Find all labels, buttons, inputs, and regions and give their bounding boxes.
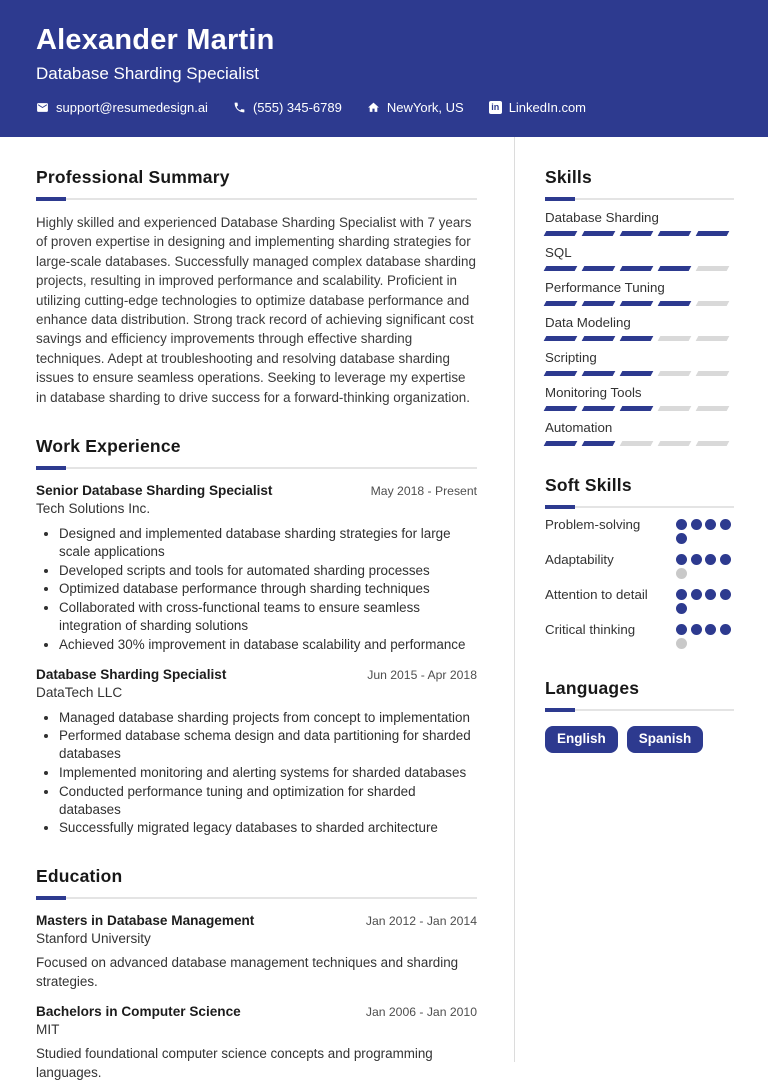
right-column: [515, 137, 734, 1062]
dot-filled: [705, 519, 716, 530]
job-title: Senior Database Sharding Specialist: [36, 483, 273, 499]
soft-skill-item: [545, 622, 734, 649]
skill-segment-filled: [620, 371, 654, 376]
experience-heading: Work Experience: [36, 436, 181, 457]
soft-skill-dots: [676, 587, 734, 614]
linkedin-icon: in: [489, 101, 502, 114]
degree-title: Masters in Database Management: [36, 913, 255, 929]
skill-level-bar: [545, 231, 734, 236]
skill-segment-filled: [620, 266, 654, 271]
skill-item: [545, 280, 734, 306]
dot-filled: [691, 519, 702, 530]
soft-skill-item: [545, 517, 734, 544]
skill-segment-empty: [696, 301, 730, 306]
dot-filled: [691, 554, 702, 565]
resume-body: [0, 137, 768, 1080]
skill-item: [545, 210, 734, 236]
skill-segment-empty: [658, 336, 692, 341]
job-bullet: • Implemented monitoring and alerting systems for sharded databases: [59, 764, 477, 782]
soft-skill-name: Attention to detail: [545, 587, 648, 602]
dot-filled: [705, 624, 716, 635]
section-rule: [545, 505, 734, 509]
skill-segment-empty: [696, 336, 730, 341]
contact-text: (555) 345-6789: [252, 100, 342, 115]
contact-home[interactable]: [367, 100, 464, 115]
dot-filled: [676, 603, 687, 614]
dot-empty: [676, 568, 687, 579]
language-badge: English: [545, 726, 618, 753]
soft-skill-dots: [676, 552, 734, 579]
skill-name: SQL: [545, 245, 572, 260]
experience-section: [36, 436, 477, 837]
languages-section: [545, 678, 734, 753]
dot-filled: [676, 533, 687, 544]
skill-segment-empty: [658, 441, 692, 446]
section-rule: [545, 708, 734, 712]
job-company: DataTech LLC: [36, 684, 123, 700]
skill-list: [545, 210, 734, 446]
skill-segment-filled: [582, 301, 616, 306]
soft-skill-dots: [676, 517, 734, 544]
job-header: [36, 667, 477, 682]
job-title: Database Sharding Specialist: [36, 666, 227, 682]
skill-segment-empty: [696, 371, 730, 376]
skill-level-bar: [545, 301, 734, 306]
school-name: MIT: [36, 1022, 60, 1038]
job-entry: [36, 667, 477, 838]
education-heading: Education: [36, 866, 123, 887]
education-entry: [36, 1004, 477, 1082]
skill-segment-filled: [582, 336, 616, 341]
skill-segment-filled: [620, 301, 654, 306]
soft-skill-name: Problem-solving: [545, 517, 641, 532]
dot-filled: [676, 624, 687, 635]
skill-segment-filled: [620, 231, 654, 236]
education-entry: [36, 913, 477, 991]
job-bullet-list: [36, 525, 477, 654]
job-bullet: • Successfully migrated legacy databases to sharded architecture: [59, 819, 477, 837]
contact-text: support@resumedesign.ai: [56, 100, 208, 115]
dot-empty: [676, 638, 687, 649]
section-rule: [36, 896, 477, 900]
education-description: Focused on advanced database management techniques and sharding strategies.: [36, 955, 459, 989]
contact-text: LinkedIn.com: [508, 100, 587, 115]
resume-header: [0, 0, 768, 137]
education-dates: Jan 2006 - Jan 2010: [365, 1005, 477, 1020]
skill-segment-filled: [582, 441, 616, 446]
skill-segment-filled: [544, 231, 578, 236]
education-list: [36, 913, 477, 1082]
education-header: [36, 1004, 477, 1019]
skill-segment-empty: [620, 441, 654, 446]
skill-item: [545, 420, 734, 446]
dot-filled: [720, 589, 731, 600]
job-bullet: • Designed and implemented database sharding strategies for large scale applications: [59, 525, 477, 561]
summary-section: [36, 167, 477, 407]
soft-skill-name: Critical thinking: [545, 622, 636, 637]
skill-item: [545, 350, 734, 376]
skill-segment-filled: [544, 336, 578, 341]
job-bullet: • Optimized database performance through sharding techniques: [59, 580, 477, 598]
job-bullet: • Developed scripts and tools for automated sharding processes: [59, 562, 477, 580]
education-header: [36, 913, 477, 928]
dot-filled: [691, 589, 702, 600]
skill-level-bar: [545, 336, 734, 341]
email-icon: [36, 101, 49, 114]
language-badge-list: [545, 726, 734, 753]
candidate-title: Database Sharding Specialist: [36, 64, 260, 83]
summary-heading: Professional Summary: [36, 167, 230, 187]
dot-filled: [691, 624, 702, 635]
skill-segment-filled: [544, 441, 578, 446]
skill-segment-filled: [582, 406, 616, 411]
skill-segment-filled: [658, 301, 692, 306]
skill-name: Automation: [545, 420, 613, 435]
contact-text: NewYork, US: [386, 100, 464, 115]
contact-phone[interactable]: [233, 100, 342, 115]
job-bullet: • Collaborated with cross-functional teams to ensure seamless integration of sharding solutions: [59, 599, 477, 635]
job-dates: Jun 2015 - Apr 2018: [367, 667, 477, 682]
summary-text: Highly skilled and experienced Database Sharding Specialist with 7 years of proven expertise in designing and implementing sharding strategies for large-scale databases. Successfully managed complex database sharding projects, resulting in improved performance and scalability. Proficient in utilizing cutting-edge technologies to optimize database performance and enhance data distribution. Strong track record of achieving significant cost savings and efficiency improvements through effective sharding techniques. Adept at troubleshooting and resolving database sharding issues to ensure seamless operations. Seeking to leverage my expertise in database sharding to drive success for a forward-thinking organization.: [36, 215, 476, 405]
job-bullet: • Conducted performance tuning and optimization for sharded databases: [59, 783, 477, 819]
skill-segment-filled: [696, 231, 730, 236]
skill-segment-filled: [582, 371, 616, 376]
contact-email[interactable]: [36, 100, 208, 115]
skill-name: Data Modeling: [545, 315, 631, 330]
skill-item: [545, 315, 734, 341]
section-rule: [36, 466, 477, 470]
soft-skill-item: [545, 587, 734, 614]
job-entry: [36, 483, 477, 654]
skill-level-bar: [545, 406, 734, 411]
degree-title: Bachelors in Computer Science: [36, 1004, 241, 1020]
soft-skill-list: [545, 517, 734, 649]
job-header: [36, 483, 477, 498]
skill-segment-empty: [658, 371, 692, 376]
skill-segment-filled: [620, 336, 654, 341]
skill-segment-filled: [582, 231, 616, 236]
skill-name: Monitoring Tools: [545, 385, 642, 400]
dot-filled: [720, 519, 731, 530]
contact-bar: [36, 100, 732, 115]
education-description: Studied foundational computer science concepts and programming languages.: [36, 1046, 433, 1080]
dot-filled: [676, 589, 687, 600]
skill-segment-filled: [544, 371, 578, 376]
home-icon: [367, 101, 380, 114]
skill-segment-filled: [658, 231, 692, 236]
education-section: [36, 866, 477, 1082]
language-badge: Spanish: [627, 726, 704, 753]
dot-filled: [705, 589, 716, 600]
skill-segment-filled: [544, 301, 578, 306]
education-dates: Jan 2012 - Jan 2014: [365, 914, 477, 929]
languages-heading: Languages: [545, 678, 640, 698]
job-bullet: • Performed database schema design and data partitioning for sharded databases: [59, 727, 477, 763]
school-name: Stanford University: [36, 931, 151, 947]
skill-name: Database Sharding: [545, 210, 659, 225]
skill-segment-filled: [658, 266, 692, 271]
skill-name: Performance Tuning: [545, 280, 665, 295]
soft-skill-item: [545, 552, 734, 579]
skill-item: [545, 245, 734, 271]
dot-filled: [720, 624, 731, 635]
skill-segment-empty: [696, 266, 730, 271]
soft-skills-section: [545, 475, 734, 649]
soft-skills-heading: Soft Skills: [545, 475, 632, 495]
dot-filled: [676, 519, 687, 530]
job-list: [36, 483, 477, 837]
job-bullet: • Achieved 30% improvement in database scalability and performance: [59, 636, 477, 654]
phone-icon: [233, 101, 246, 114]
skill-segment-empty: [696, 441, 730, 446]
dot-filled: [676, 554, 687, 565]
contact-linkedin[interactable]: [489, 100, 586, 115]
section-rule: [36, 197, 477, 201]
left-column: [36, 137, 477, 1080]
job-company: Tech Solutions Inc.: [36, 501, 151, 517]
skill-level-bar: [545, 266, 734, 271]
skill-segment-filled: [582, 266, 616, 271]
skill-segment-empty: [658, 406, 692, 411]
skill-segment-empty: [696, 406, 730, 411]
skills-section: [545, 167, 734, 446]
skills-heading: Skills: [545, 167, 592, 187]
soft-skill-name: Adaptability: [545, 552, 614, 567]
job-bullet-list: [36, 709, 477, 838]
candidate-name: Alexander Martin: [36, 24, 275, 56]
skill-name: Scripting: [545, 350, 597, 365]
job-dates: May 2018 - Present: [370, 484, 477, 499]
skill-level-bar: [545, 441, 734, 446]
skill-segment-filled: [544, 266, 578, 271]
dot-filled: [720, 554, 731, 565]
skill-segment-filled: [544, 406, 578, 411]
job-bullet: • Managed database sharding projects from concept to implementation: [59, 709, 477, 727]
skill-level-bar: [545, 371, 734, 376]
section-rule: [545, 197, 734, 201]
soft-skill-dots: [676, 622, 734, 649]
skill-segment-filled: [620, 406, 654, 411]
skill-item: [545, 385, 734, 411]
dot-filled: [705, 554, 716, 565]
